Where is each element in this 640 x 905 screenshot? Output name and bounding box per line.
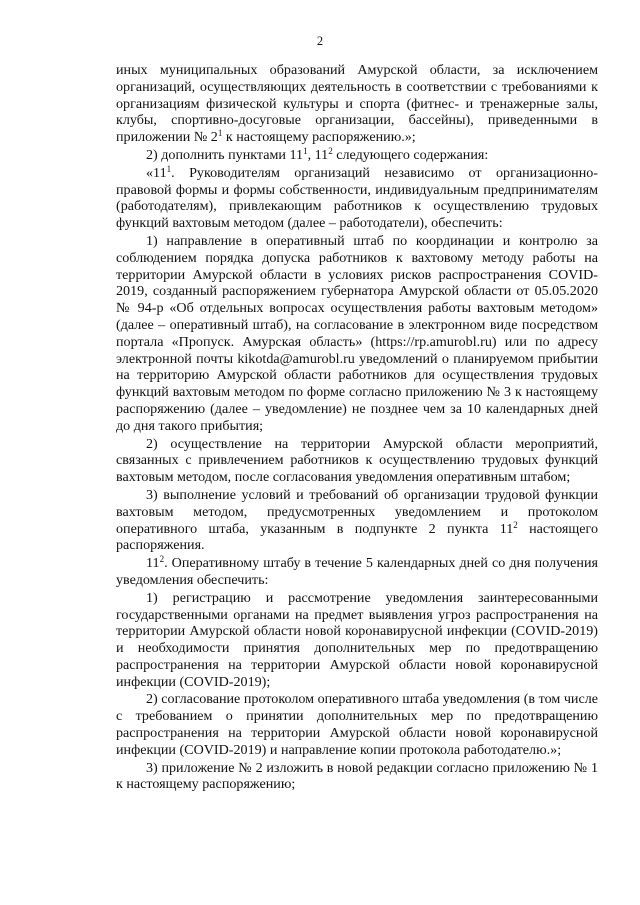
text-run: к настоящему распоряжению.»; [222, 129, 416, 146]
text-run: 2) осуществление на территории Амурской области мероприятий, связанных с привлечением работников к осуществлению трудовых функций вахтовым методом, после согласования уведомления оперативным штабом; [116, 435, 598, 486]
paragraph [116, 62, 598, 146]
text-run: . Оперативному штабу в течение 5 календарных дней со дня получения уведомления обеспечить: [116, 555, 598, 588]
paragraph [116, 760, 598, 794]
text-run: настоящего распоряжения. [116, 520, 598, 554]
superscript: 2 [328, 145, 333, 156]
text-run: , 11 [307, 146, 329, 163]
text-run: 2) согласование протоколом оперативного штаба уведомления (в том числе с требованием о принятии дополнительных мер по предотвращению распространения на территории Амурской области новой коронавирусной инфекции (COVID-2019) и направление копии протокола работодателю.»; [116, 691, 598, 758]
superscript: 1 [166, 163, 172, 174]
superscript: 2 [159, 554, 165, 565]
superscript: 1 [217, 128, 223, 139]
document-body [116, 62, 598, 793]
paragraph [116, 436, 598, 486]
paragraph [116, 147, 598, 164]
paragraph [116, 691, 598, 758]
paragraph [116, 165, 598, 232]
text-run: 3) приложение № 2 изложить в новой редакции согласно приложению № 1 к настоящему распоряжению; [116, 759, 598, 793]
text-run: 3) выполнение условий и требований об организации трудовой функции вахтовым методом, предусмотренных уведомлением и протоколом оперативного штаба, указанным в подпункте 2 пункта 11 [116, 486, 598, 537]
text-run: «11 [146, 164, 167, 181]
text-run: . Руководителям организаций независимо от организационно-правовой формы и формы собственности, индивидуальным предпринимателям (работодателям), привлекающим работников к осуществлению трудовых функций вахтовым методом (далее – работодатели), обеспечить: [116, 164, 598, 232]
paragraph [116, 590, 598, 691]
paragraph [116, 487, 598, 554]
text-run: 1) направление в оперативный штаб по координации и контролю за соблюдением порядка допуска работников к вахтовому методу работы на территории Амурской области в условиях рисков распространения COVID-2019, созданный распоряжением губернатора Амурской области от 05.05.2020 № 94-р «Об отдельных вопросах осуществления работы вахтовым методом» (далее – оперативный штаб), на согласование в электронном виде посредством портала «Пропуск. Амурская область» (https://rp.amurobl.ru) или по адресу электронной почты kikotda@amurobl.ru уведомлений о планируемом прибытии на территорию Амурской области работников для осуществления трудовых функций вахтовым методом по форме согласно приложению № 3 к настоящему распоряжению (далее – уведомление) не позднее чем за 10 календарных дней до дня такого прибытия; [116, 232, 598, 434]
text-run: 11 [146, 555, 160, 572]
paragraph [116, 555, 598, 589]
paragraph [116, 233, 598, 435]
page-number: 2 [316, 34, 324, 48]
text-run: иных муниципальных образований Амурской области, за исключением организаций, осуществляющих деятельность в соответствии с требованиями к организациям физической культуры и спорта (фитнес- и тренажерные залы, клубы, спортивно-досуговые организации, бассейны), приведенными в приложении № 2 [116, 62, 598, 146]
text-run: следующего содержания: [332, 146, 489, 163]
superscript: 2 [513, 519, 518, 530]
text-run: 1) регистрацию и рассмотрение уведомления заинтересованными государственными органами на предмет выявления угроз распространения на территории Амурской области новой коронавирусной инфекции (COVID-2019) и необходимости принятия дополнительных мер по предотвращению распространения на территории Амурской области новой коронавирусной инфекции (COVID-2019); [116, 589, 598, 690]
superscript: 1 [303, 145, 308, 156]
text-run: 2) дополнить пунктами 11 [146, 146, 304, 163]
